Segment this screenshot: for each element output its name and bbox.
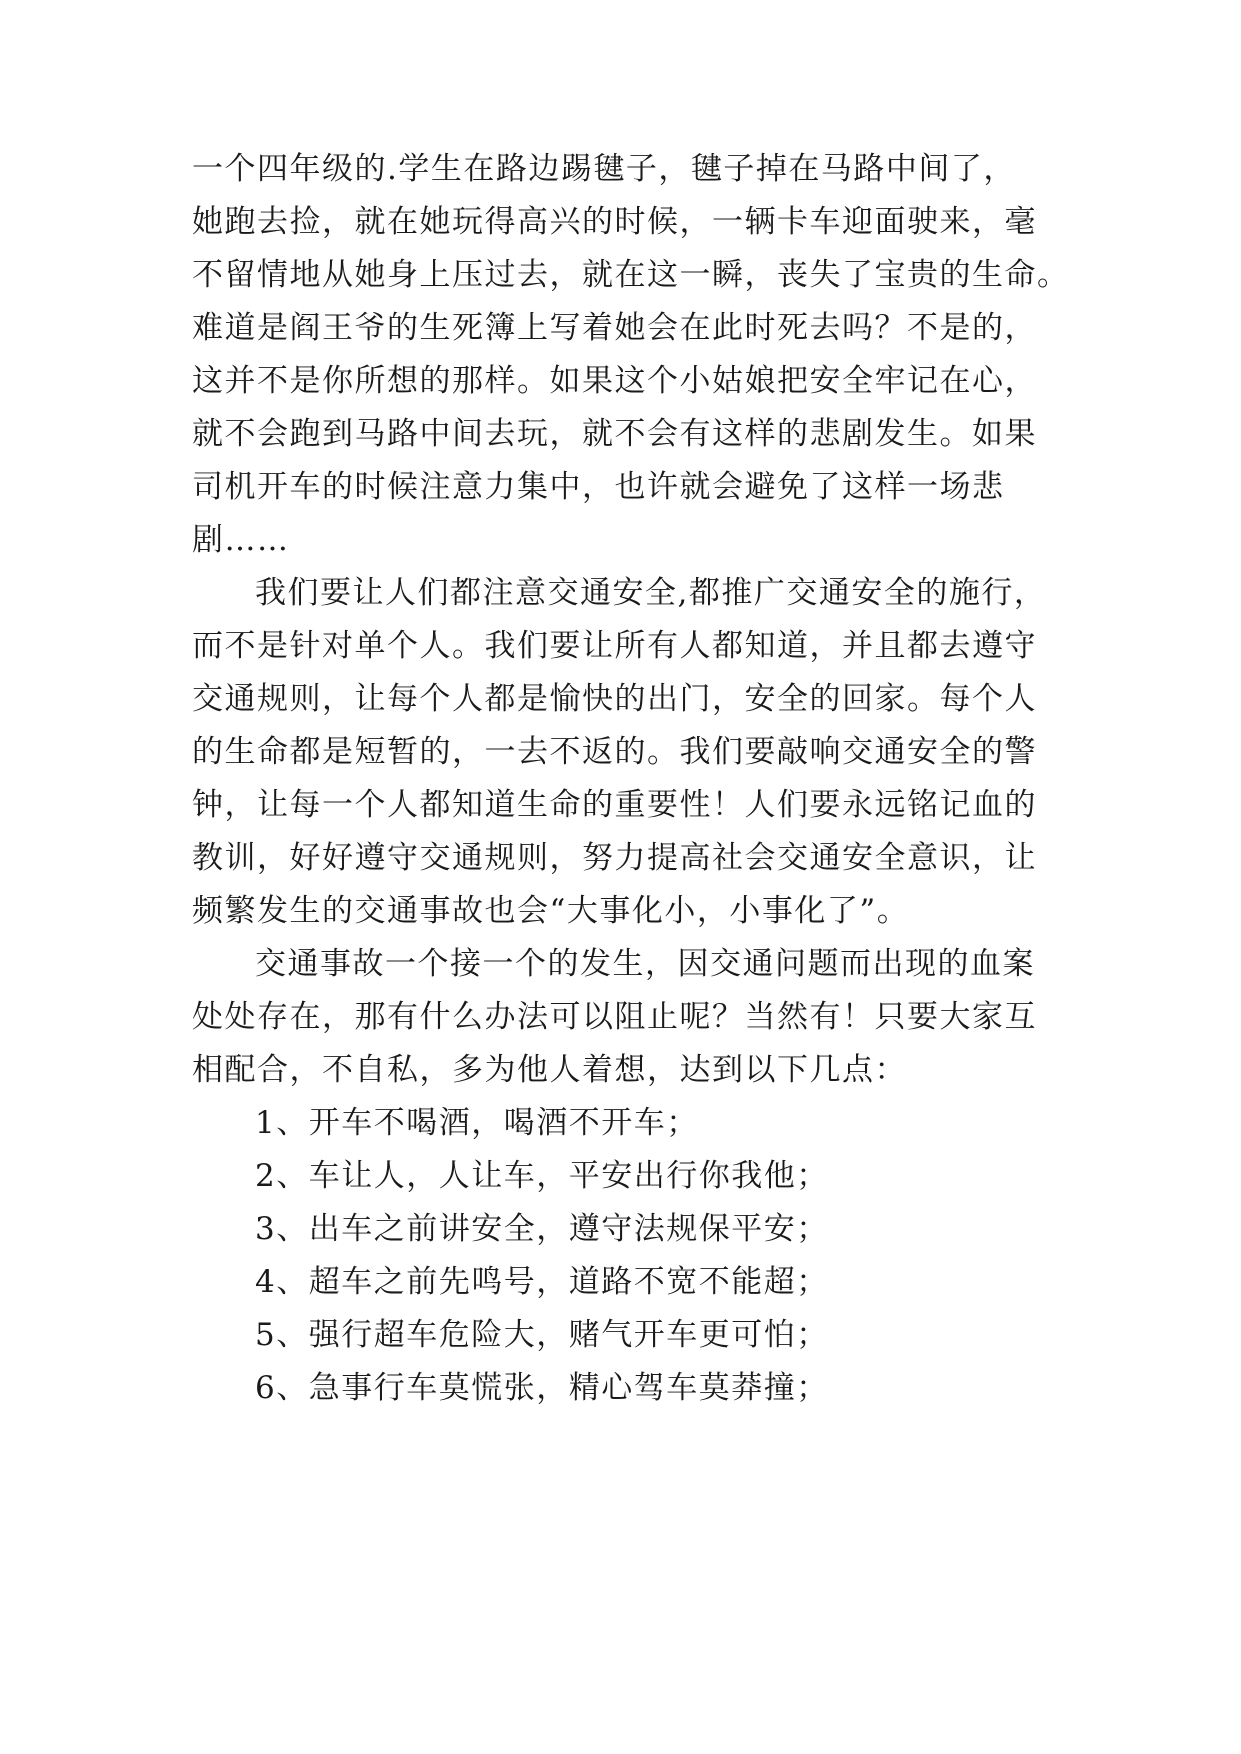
paragraph-3-line-2: 处处存在，那有什么办法可以阻止呢？当然有！只要大家互: [192, 999, 1037, 1035]
paragraph-2-line-7: 频繁发生的交通事故也会“大事化小，小事化了”。: [192, 893, 910, 929]
paragraph-1-line-3: 不留情地从她身上压过去，就在这一瞬，丧失了宝贵的生命。: [192, 257, 1070, 293]
paragraph-1-line-2: 她跑去捡，就在她玩得高兴的时候，一辆卡车迎面驶来，毫: [192, 204, 1037, 240]
list-item-2: 2、车让人，人让车，平安出行你我他；: [255, 1158, 829, 1194]
paragraph-1-line-4: 难道是阎王爷的生死簿上写着她会在此时死去吗？不是的，: [192, 310, 1037, 346]
list-item-3: 3、出车之前讲安全，遵守法规保平安；: [255, 1211, 829, 1247]
paragraph-3-line-3: 相配合，不自私，多为他人着想，达到以下几点：: [192, 1052, 907, 1088]
paragraph-2-line-5: 钟，让每一个人都知道生命的重要性！人们要永远铭记血的: [192, 787, 1037, 823]
paragraph-2-line-2: 而不是针对单个人。我们要让所有人都知道，并且都去遵守: [192, 628, 1037, 664]
paragraph-1-line-5: 这并不是你所想的那样。如果这个小姑娘把安全牢记在心，: [192, 363, 1037, 399]
list-item-4: 4、超车之前先鸣号，道路不宽不能超；: [255, 1264, 829, 1300]
paragraph-3-line-1: 交通事故一个接一个的发生，因交通问题而出现的血案: [255, 946, 1035, 982]
list-item-6: 6、急事行车莫慌张，精心驾车莫莽撞；: [255, 1370, 829, 1406]
paragraph-2-line-6: 教训，好好遵守交通规则，努力提高社会交通安全意识，让: [192, 840, 1037, 876]
paragraph-1-line-7: 司机开车的时候注意力集中，也许就会避免了这样一场悲: [192, 469, 1005, 505]
paragraph-2-line-1: 我们要让人们都注意交通安全,都推广交通安全的施行，: [255, 575, 1047, 611]
paragraph-2-line-3: 交通规则，让每个人都是愉快的出门，安全的回家。每个人: [192, 681, 1037, 717]
paragraph-1-line-8: 剧……: [192, 522, 290, 558]
paragraph-2-line-4: 的生命都是短暂的，一去不返的。我们要敲响交通安全的警: [192, 734, 1037, 770]
list-item-5: 5、强行超车危险大，赌气开车更可怕；: [255, 1317, 829, 1353]
paragraph-1-line-6: 就不会跑到马路中间去玩，就不会有这样的悲剧发生。如果: [192, 416, 1037, 452]
paragraph-1-line-1: 一个四年级的.学生在路边踢毽子，毽子掉在马路中间了，: [192, 151, 1016, 187]
list-item-1: 1、开车不喝酒，喝酒不开车；: [255, 1105, 699, 1141]
